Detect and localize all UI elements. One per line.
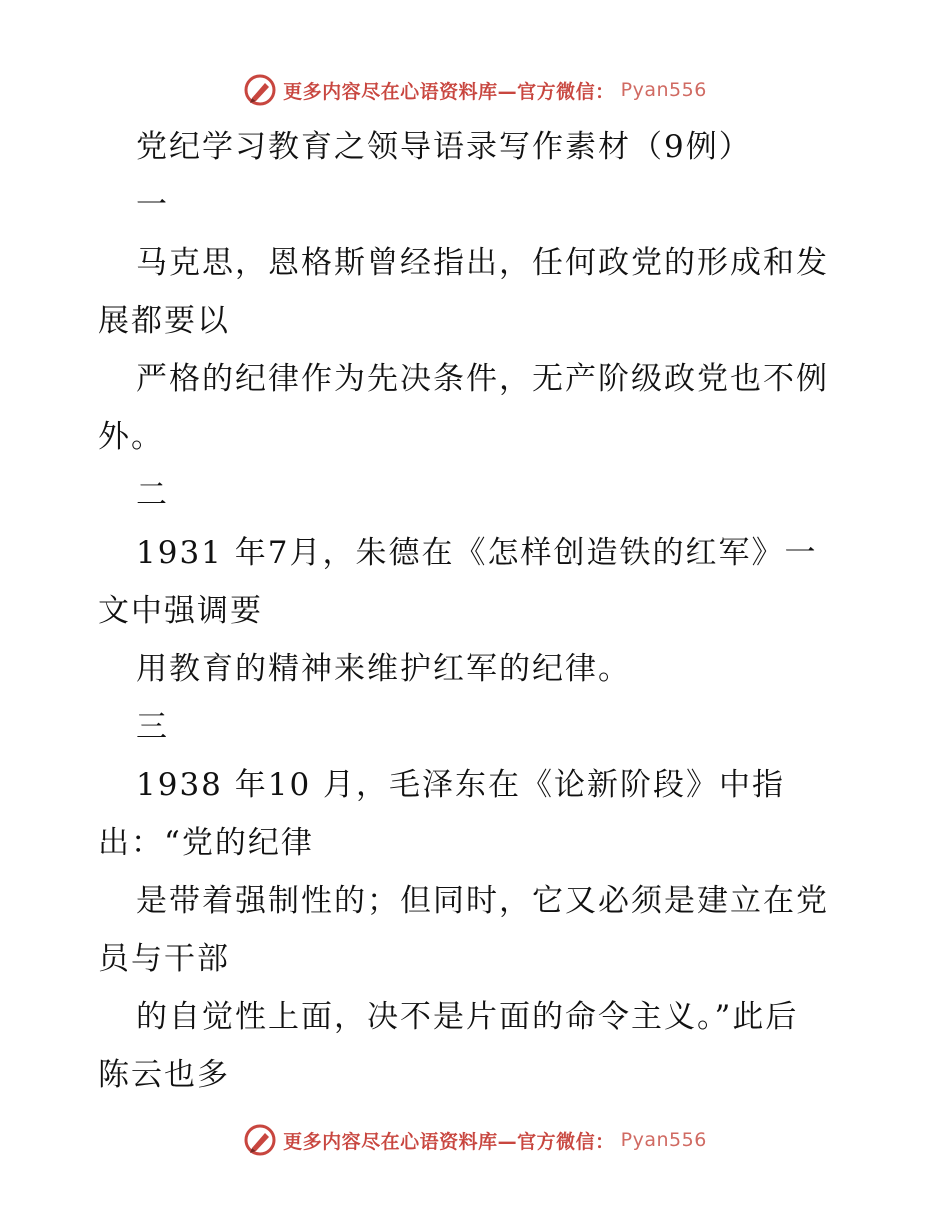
text-line: 陈云也多 — [98, 1057, 230, 1093]
text-line: 展都要以 — [98, 303, 230, 339]
text-line: 的自觉性上面，决不是片面的命令主义。”此后 — [136, 999, 799, 1035]
document-title: 党纪学习教育之领导语录写作素材（9例） — [136, 129, 752, 165]
text-line: 外。 — [98, 419, 164, 455]
text-line: 1931 年7月，朱德在《怎样创造铁的红军》一 — [136, 535, 818, 571]
text-line: 严格的纪律作为先决条件，无产阶级政党也不例 — [136, 361, 829, 397]
banner-text: 更多内容尽在心语资料库—官方微信： — [283, 1130, 615, 1153]
footer-banner — [0, 1120, 950, 1160]
text-line: 1938 年10 月，毛泽东在《论新阶段》中指 — [136, 767, 786, 803]
text-line: 用教育的精神来维护红军的纪律。 — [136, 651, 631, 687]
header-banner — [0, 70, 950, 110]
banner-text: 更多内容尽在心语资料库—官方微信： — [283, 80, 615, 103]
text-line: 是带着强制性的；但同时，它又必须是建立在党 — [136, 883, 829, 919]
text-line: 出：“党的纪律 — [98, 825, 314, 861]
banner-wechat-id: Pyan556 — [620, 79, 707, 101]
document-body — [98, 118, 858, 1104]
red-pen-circle-icon — [243, 1123, 277, 1157]
section-number: 一 — [136, 187, 169, 223]
section-number: 三 — [136, 709, 169, 745]
section-number: 二 — [136, 477, 169, 513]
text-line: 文中强调要 — [98, 593, 263, 629]
text-line: 马克思，恩格斯曾经指出，任何政党的形成和发 — [136, 245, 829, 281]
red-pen-circle-icon — [243, 73, 277, 107]
text-line: 员与干部 — [98, 941, 230, 977]
banner-wechat-id: Pyan556 — [620, 1129, 707, 1151]
